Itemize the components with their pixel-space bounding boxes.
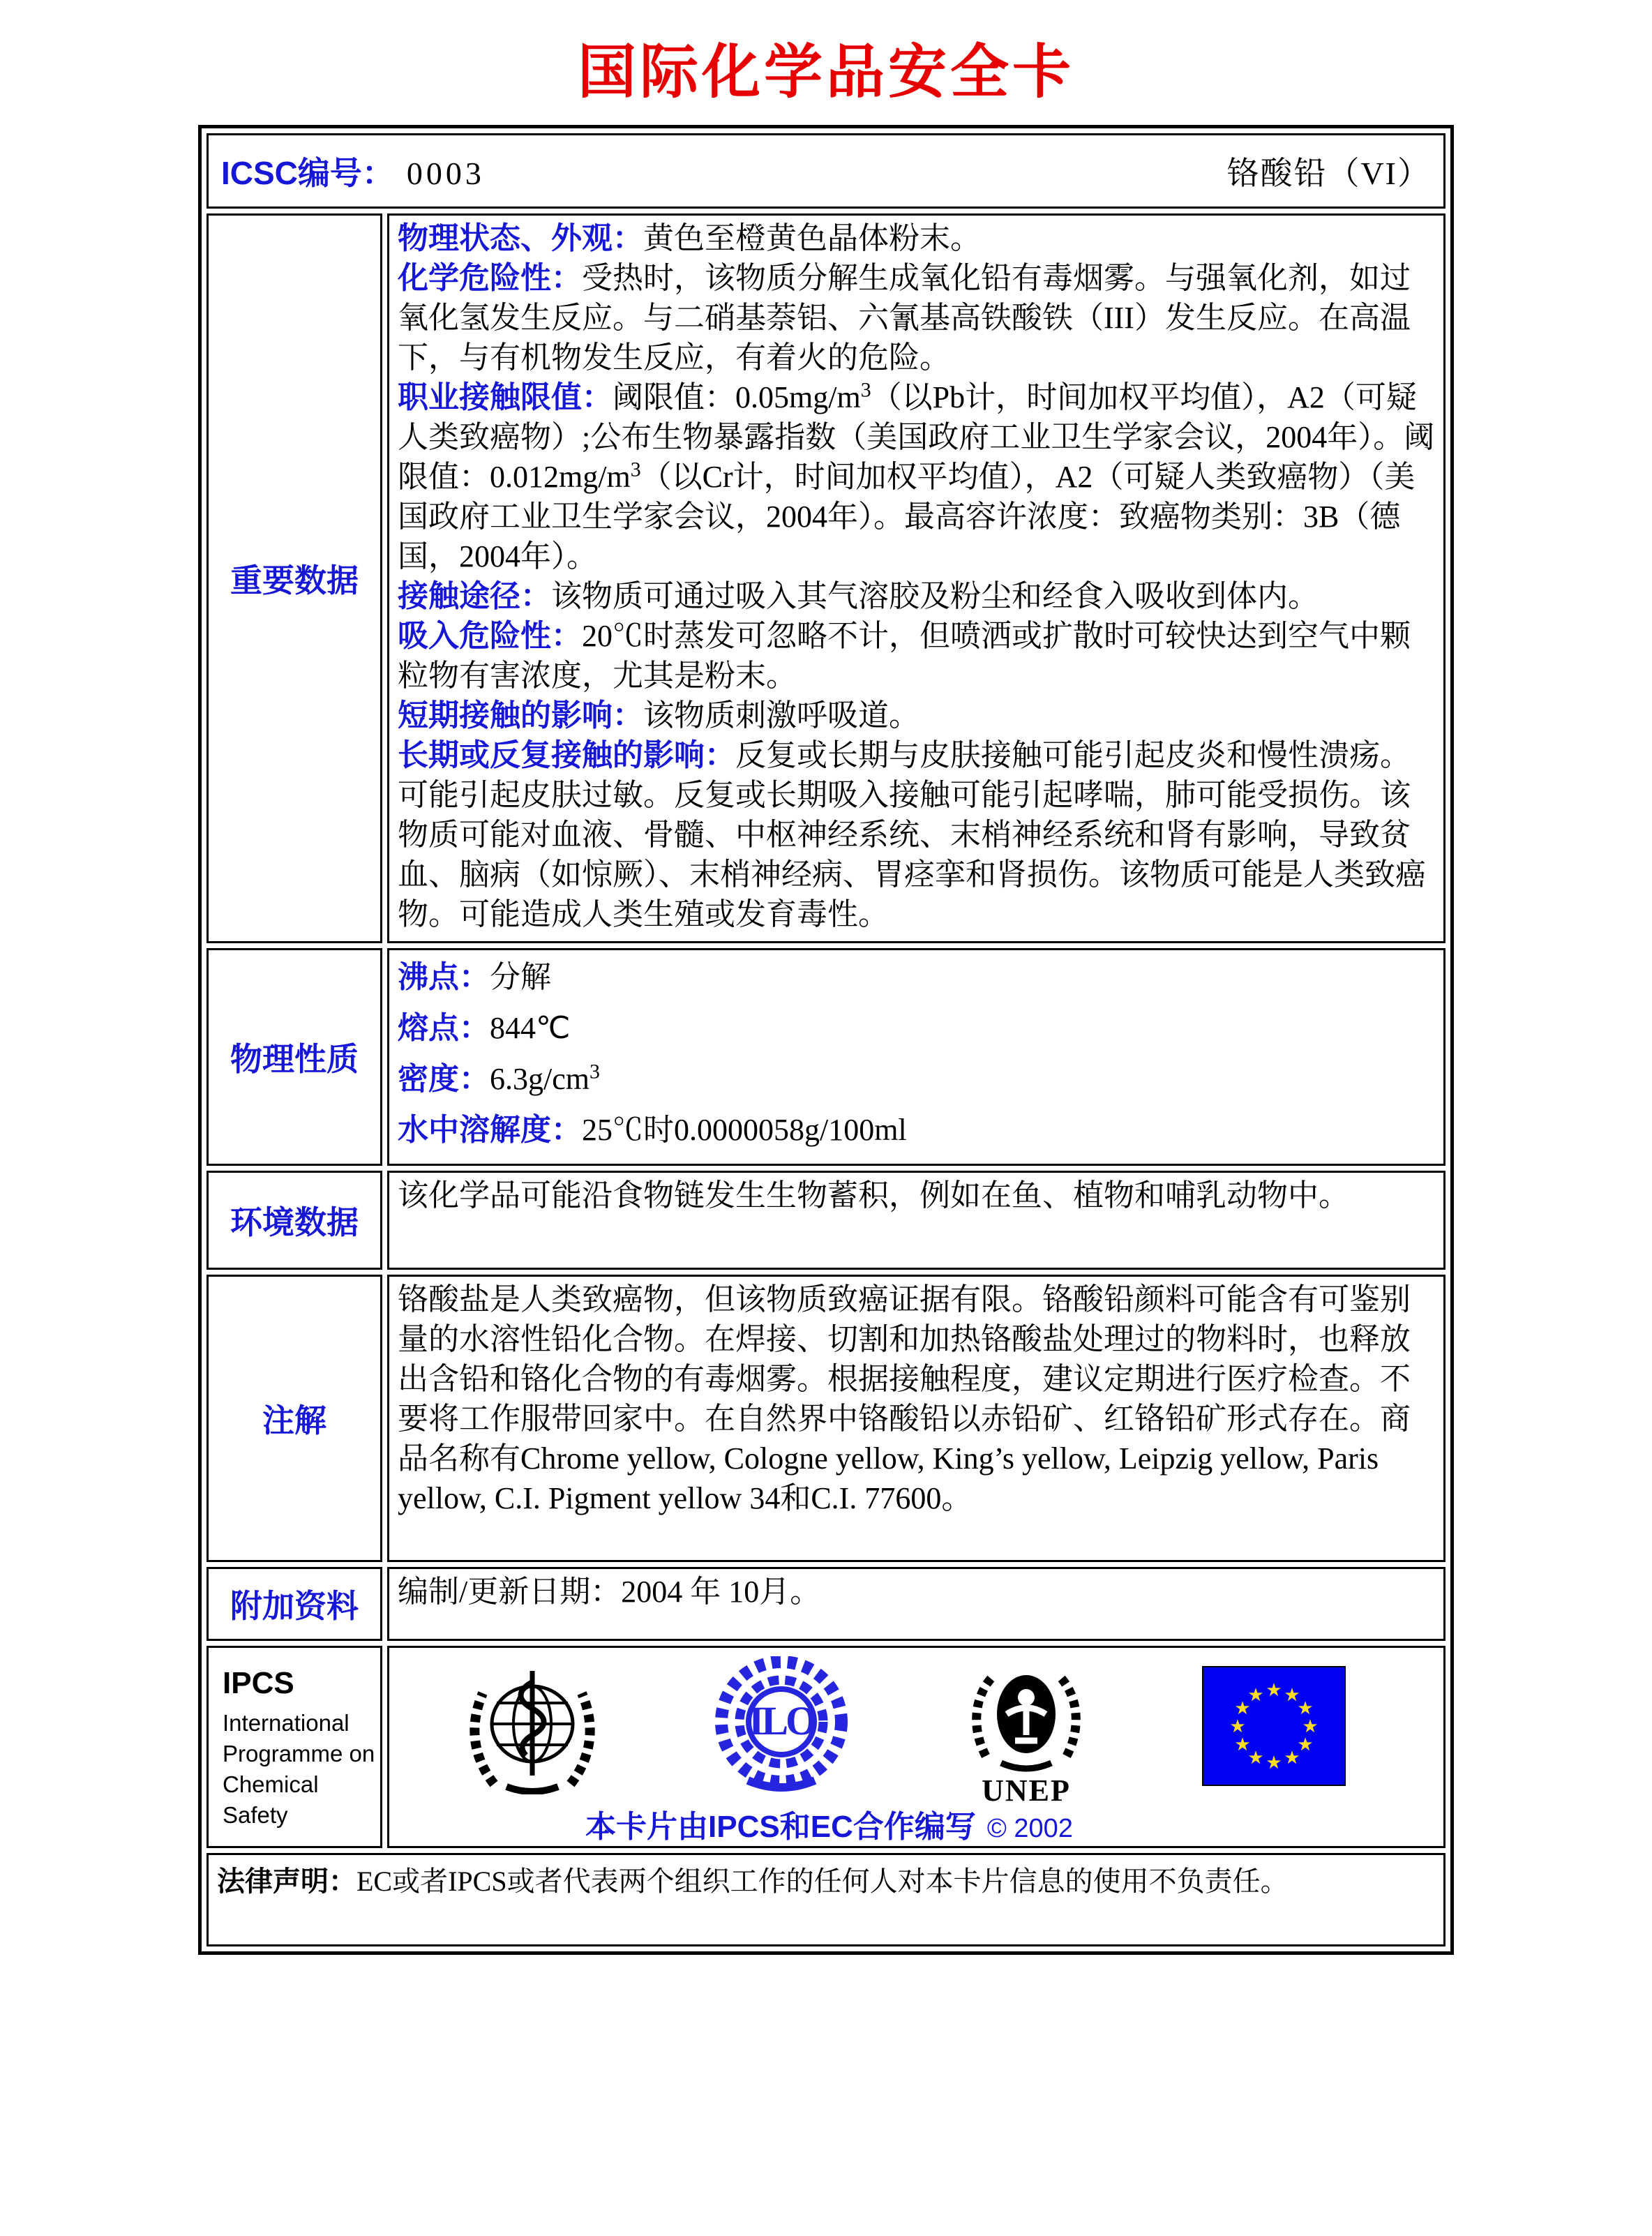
field-text: 分解 — [490, 960, 551, 994]
field-text: 20℃时蒸发可忽略不计，但喷洒或扩散时可较快达到空气中颗粒物有害浓度，尤其是粉末。 — [398, 619, 1411, 693]
section-content-important-data — [387, 213, 1446, 943]
important-data-fields — [398, 218, 1435, 934]
environmental-data-fields — [398, 1176, 1435, 1215]
field-text: 25℃时0.0000058g/100ml — [582, 1113, 907, 1147]
field-text: 黄色至橙黄色晶体粉末。 — [643, 221, 981, 255]
field-text: 受热时，该物质分解生成氧化铅有毒烟雾。与强氧化剂，如过氧化氢发生反应。与二硝基萘铝、六氰基高铁酸铁（III）发生反应。在高温下，与有机物发生反应，有着火的危险。 — [398, 261, 1411, 375]
field-label: 沸点： — [398, 960, 490, 994]
field-label: 化学危险性： — [398, 261, 582, 295]
copyright-text: © 2002 — [986, 1814, 1073, 1843]
unep-caption: UNEP — [982, 1773, 1072, 1806]
ilo-monogram: ILO — [748, 1698, 814, 1743]
field-row — [398, 218, 1435, 258]
legal-text: EC或者IPCS或者代表两个组织工作的任何人对本卡片信息的使用不负责任。 — [356, 1866, 1289, 1897]
svg-text:★: ★ — [1302, 1716, 1319, 1737]
row-legal — [206, 1853, 1446, 1946]
ipcs-subtitle-line3: Chemical Safety — [223, 1771, 319, 1828]
section-content-notes — [387, 1275, 1446, 1562]
logos-row — [389, 1653, 1443, 1806]
field-text: 铬酸盐是人类致癌物，但该物质致癌证据有限。铬酸铅颜料可能含有可鉴别量的水溶性铅化合物。在焊接、切割和加热铬酸盐处理过的物料时，也释放出含铅和铬化合物的有毒烟雾。根据接触程度，建议定期进行医疗检查。不要将工作服带回家中。在自然界中铬酸铅以赤铅矿、红铬铅矿形式存在。商品名称有Chrome yellow, Cologne yellow, King’s yellow, Leipzig yellow, Paris yellow, C.I. Pigment yellow 34和C.I. 77600。 — [398, 1282, 1411, 1515]
legal-cell — [206, 1853, 1446, 1946]
field-label: 物理状态、外观： — [398, 221, 643, 255]
who-logo-icon — [466, 1658, 599, 1794]
physical-properties-fields — [398, 957, 1435, 1150]
icsc-table — [198, 125, 1454, 1955]
unep-logo-icon — [963, 1646, 1089, 1806]
credit-text: 本卡片由IPCS和EC合作编写 — [585, 1810, 976, 1844]
svg-text:★: ★ — [1284, 1685, 1300, 1706]
row-footer-logos — [206, 1646, 1446, 1848]
row-environmental-data — [206, 1171, 1446, 1270]
field-text: 阈限值：$0.05mg/m^3$（以Pb计，时间加权平均值），A2（可疑人类致癌物）;公布生物暴露指数（美国政府工业卫生学家会议，2004年）。阈限值：$0.012mg/m^3$（以Cr计，时间加权平均值），A2（可疑人类致癌物）（美国政府工业卫生学家会议，2004年）。最高容许浓度：致癌物类别：3B（德国，2004年）。 — [398, 378, 1435, 573]
additional-information-fields — [398, 1572, 1435, 1612]
field-label: 水中溶解度： — [398, 1113, 582, 1147]
field-row — [398, 735, 1435, 934]
field-label: 长期或反复接触的影响： — [398, 738, 735, 772]
field-row — [398, 1176, 1435, 1215]
svg-text:★: ★ — [1297, 1698, 1314, 1719]
field-text: $6.3g/cm^3$ — [490, 1060, 600, 1096]
field-row — [398, 616, 1435, 696]
field-text: 编制/更新日期：2004 年 10月。 — [398, 1575, 821, 1609]
field-row — [398, 1008, 1435, 1048]
field-row — [398, 696, 1435, 735]
ipcs-title: IPCS — [223, 1666, 294, 1700]
ilo-logo-icon — [712, 1656, 851, 1796]
section-content-physical-properties — [387, 948, 1446, 1166]
svg-text:★: ★ — [1234, 1734, 1251, 1755]
field-row — [398, 1572, 1435, 1612]
row-important-data — [206, 213, 1446, 943]
ipcs-block — [206, 1646, 382, 1848]
field-row — [398, 1059, 1435, 1099]
svg-text:★: ★ — [1247, 1685, 1264, 1706]
icsc-number-label: ICSC编号： — [221, 155, 394, 191]
section-content-environmental-data — [387, 1171, 1446, 1270]
row-notes — [206, 1275, 1446, 1562]
svg-text:★: ★ — [1234, 1698, 1251, 1719]
field-row — [398, 576, 1435, 616]
svg-text:★: ★ — [1266, 1680, 1282, 1701]
field-row — [398, 1110, 1435, 1150]
svg-text:★: ★ — [1297, 1734, 1314, 1755]
svg-text:★: ★ — [1229, 1716, 1246, 1737]
notes-fields — [398, 1280, 1435, 1518]
field-label: 熔点： — [398, 1011, 490, 1045]
svg-text:★: ★ — [1284, 1748, 1300, 1769]
section-label-additional-information: 附加资料 — [206, 1567, 382, 1641]
header-row — [206, 133, 1446, 209]
svg-text:★: ★ — [1266, 1753, 1282, 1773]
field-text: 该物质可通过吸入其气溶胶及粉尘和经食入吸收到体内。 — [551, 579, 1319, 613]
field-text: 反复或长期与皮肤接触可能引起皮炎和慢性溃疡。可能引起皮肤过敏。反复或长期吸入接触可能引起哮喘，肺可能受损伤。该物质可能对血液、骨髓、中枢神经系统、末梢神经系统和肾有影响，导致贫血、脑病（如惊厥）、末梢神经病、胃痉挛和肾损伤。该物质可能是人类致癌物。可能造成人类生殖或发育毒性。 — [398, 738, 1426, 931]
svg-text:★: ★ — [1247, 1748, 1264, 1769]
field-text: 该化学品可能沿食物链发生生物蓄积，例如在鱼、植物和哺乳动物中。 — [398, 1178, 1349, 1213]
row-physical-properties — [206, 948, 1446, 1166]
page-title: 国际化学品安全卡 — [577, 39, 1074, 105]
field-label: 吸入危险性： — [398, 619, 582, 653]
ipcs-subtitle-line1: International — [223, 1710, 350, 1736]
field-row — [398, 1280, 1435, 1518]
section-label-important-data: 重要数据 — [206, 213, 382, 943]
credit-line — [389, 1801, 1443, 1846]
header-content — [217, 138, 1435, 204]
ipcs-subtitle-line2: Programme on — [223, 1741, 375, 1766]
field-label: 短期接触的影响： — [398, 698, 643, 733]
field-label: 职业接触限值： — [398, 380, 613, 414]
row-additional-information — [206, 1567, 1446, 1641]
section-label-notes: 注解 — [206, 1275, 382, 1562]
icsc-number-value: 0003 — [406, 156, 485, 191]
field-text: 该物质刺激呼吸道。 — [643, 698, 919, 733]
icsc-number-group — [221, 148, 485, 194]
field-label: 接触途径： — [398, 579, 551, 613]
field-label: 密度： — [398, 1062, 490, 1096]
eu-flag-icon — [1202, 1666, 1346, 1786]
section-label-physical-properties: 物理性质 — [206, 948, 382, 1166]
chemical-name: 铬酸铅（VI） — [1226, 156, 1431, 191]
legal-label: 法律声明： — [217, 1866, 356, 1897]
logos-area — [387, 1646, 1446, 1848]
section-content-additional-information — [387, 1567, 1446, 1641]
field-row — [398, 258, 1435, 377]
header-cell — [206, 133, 1446, 209]
field-row — [398, 957, 1435, 997]
field-text: 844℃ — [490, 1011, 571, 1045]
field-row — [398, 377, 1435, 576]
section-label-environmental-data: 环境数据 — [206, 1171, 382, 1270]
